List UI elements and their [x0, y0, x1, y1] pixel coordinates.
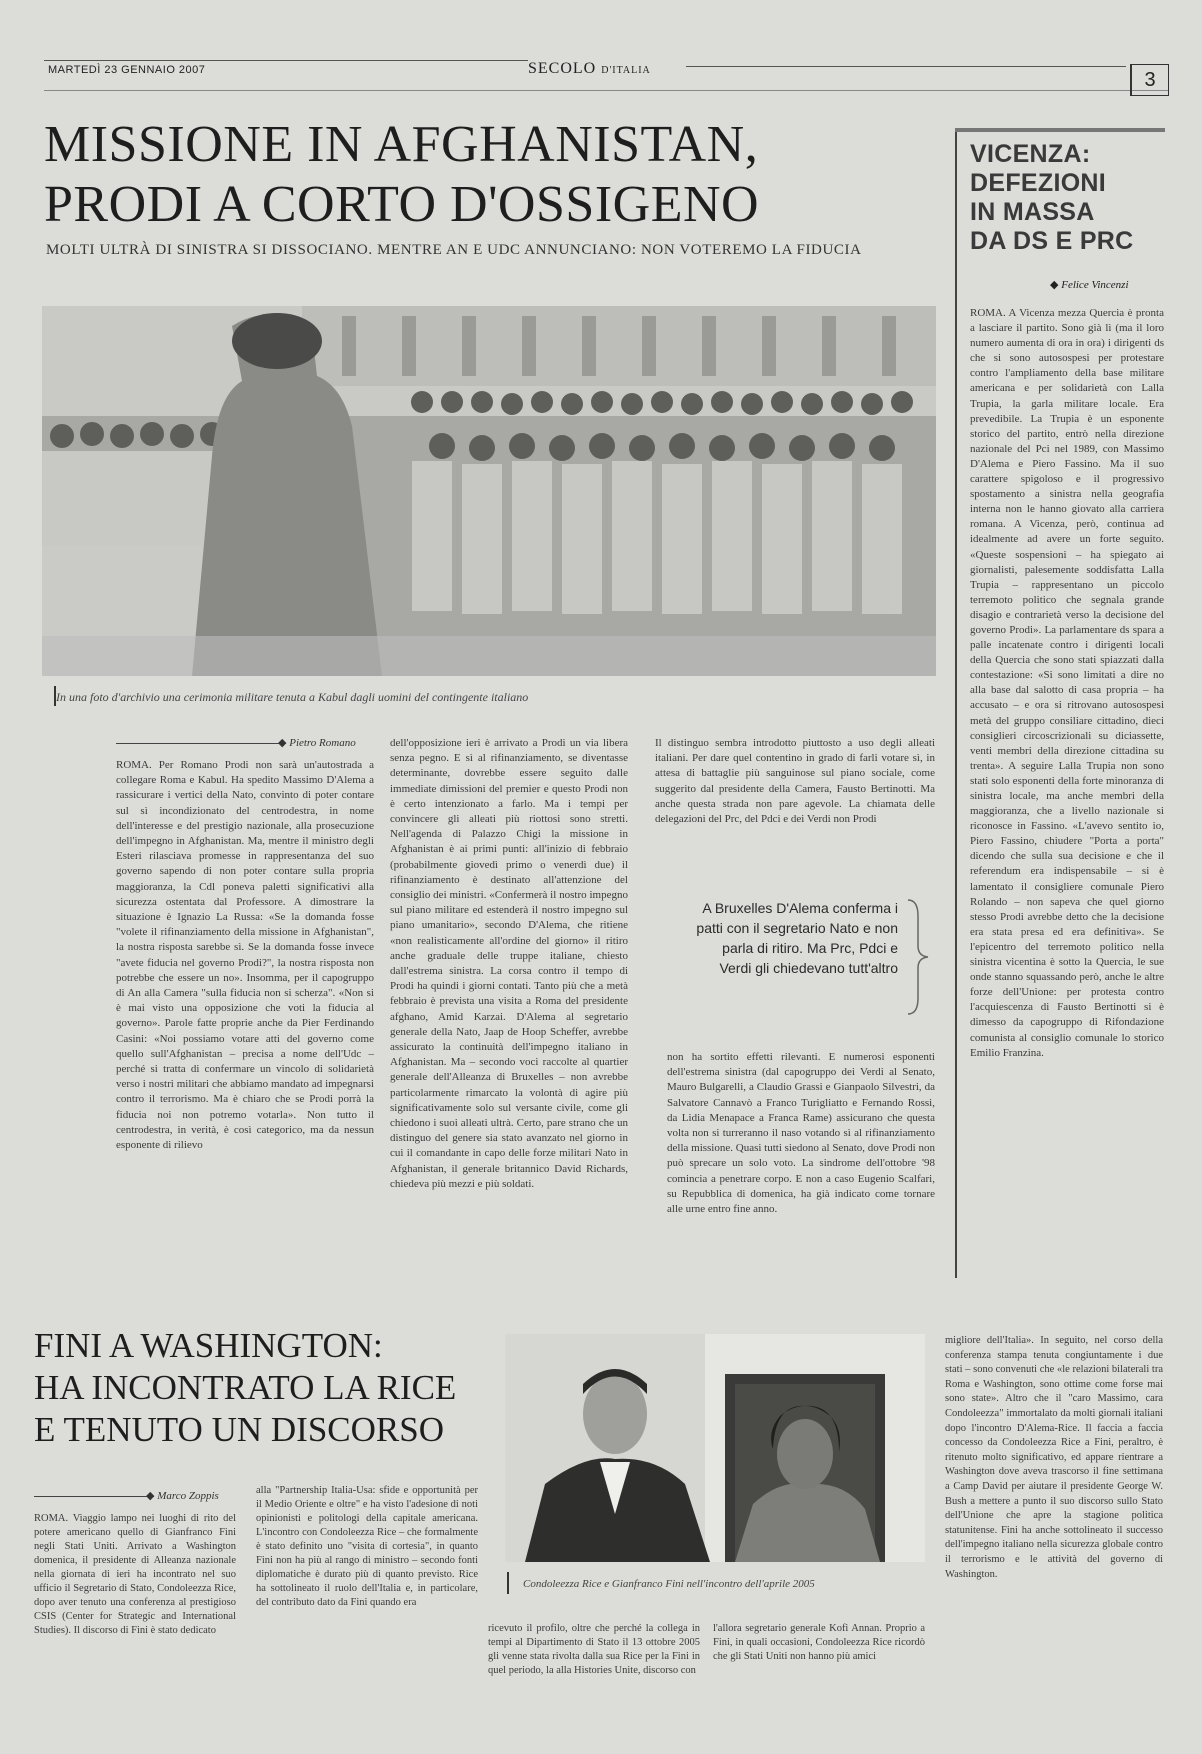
second-headline: [34, 1325, 456, 1451]
main-subheadline: MOLTI ULTRÀ DI SINISTRA SI DISSOCIANO. MENTRE AN E UDC ANNUNCIANO: NON VOTEREMO LA FIDUCIA: [46, 242, 862, 258]
headline-line: MISSIONE IN AFGHANISTAN,: [44, 116, 759, 173]
byline: ◆ Marco Zoppis: [146, 1490, 219, 1502]
sidebar-headline-line: IN MASSA: [970, 198, 1095, 226]
header-rule-right: [686, 66, 1126, 67]
pull-quote: A Bruxelles D'Alema conferma i patti con il segretario Nato e non parla di ritiro. Ma Prc, Pdci e Verdi gli chiedevano tutt'altro: [696, 900, 898, 976]
article-column: dell'opposizione ieri è arrivato a Prodi un via libera senza pegno. E sì al rifinanziamento, se diventasse determinante, dovrebbe essere seguito dalle immediate dimissioni del premier e questo Prodi non è certo intenzionato a farlo. Ma i tempi per convincere gli alleati più riottosi sono stretti. Nell'agenda di Palazzo Chigi la missione in Afghanistan è ai primi punti: all'inizio di febbraio (probabilmente giovedì primo o venerdì due) il rifinanziamento è destinato all'attenzione del consiglio dei ministri. «Confermerà il nostro impegno sul piano militare ed estenderà il nostro impegno sul piano umanitario», secondo D'Alema, che ritiene «non realisticamente all'ordine del giorno» il ritiro anche graduale delle truppe italiane, chiesto dall'estrema sinistra. La corsa contro il tempo di Prodi ha quindi i giorni contati. Tanto più che a metà febbraio è prevista una visita a Roma del presidente afghano, Amid Karzai. D'Alema al segretario generale della Nato, Jaap de Hoop Scheffer, avrebbe assicurato la continuità dell'impegno italiano in Afghanistan. Ma – secondo voci raccolte al quartier generale dell'Alleanza di Bruxelles – non avrebbe particolarmente rimarcato la volontà di agire più significativamente solo sul versante civile, come gli chiedono i suoi alleati ultrà. Certo, pare strano che un distinguo del genere sia stato avanzato nel giorno in cui il comandante in capo delle forze militari Nato in Afghanistan, il generale britannico David Richards, chiedeva più mezzi e più soldati.: [390, 737, 628, 1190]
byline-rule: [116, 743, 286, 744]
headline-line: HA INCONTRATO LA RICE: [34, 1368, 457, 1407]
sidebar-body: ROMA. A Vicenza mezza Quercia è pronta a lasciare il partito. Sono già lì (ma il loro numero aumenta di ora in ora) i dirigenti ds che si sono autosospesi per protestare contro l'ampliamento della base militare americana e per solidarietà con Lalla Trupia, la garla militare locale. Era prevedibile. La Trupia è un esponente storico del partito, entrò nella direzione nazionale del Pci nel 1989, con Massimo D'Alema e Piero Fassino. Ma il suo carattere spigoloso e il progressivo spostamento a sinistra nella geografia interna non le hanno giovato alla carriera romana. A Vicenza, però, continua ad idealmente ad avere un forte seguito. «Queste sospensioni – ha spiegato ai giornalisti, palesemente soddisfatta Lalla Trupia – rappresentano un piccolo terremoto politico che segnala grande disagio e contrarietà verso la decisione del governo Prodi». La parlamentare ds spara a palle incatenate contro i dirigenti locali della Quercia che sono stati spiazzati dalla contestazione: «Si sono limitati a dire no alla base dal salotto di casa propria – ha accusato – e ora si ritrovano autosospesi metà del gruppo consiliare cittadino, dieci consiglieri circoscrizionali su diciassette, venti membri della direzione cittadina su trenta». A seguire Lalla Trupia non sono stati solo esponenti della forte minoranza di sinistra locale, ma anche membri della maggioranza, che a livello nazionale si riconosce in Fassino. «L'avevo sentito io, Piero Fassino, chiudere "Porta a porta" dicendo che sulla sua decisione e che il referendum era indispensabile – si è lamentato il consigliere comunale Piero Rolando – non sapeva che quel giorno stesso Prodi avrebbe detto che la decisione era stata presa ed era definitiva». Se l'epicentro del terremoto politico nella sinistra vicentina è sotto la Quercia, le sue onde stanno squassando però, anche le altre forze dell'Unione: per protesta contro l'acquiescenza di Fausto Bertinotti si è dimesso da capogruppo di Rifondazione comunista al consiglio comunale lo storico Emilio Franzina.: [970, 307, 1164, 1059]
article-column: migliore dell'Italia». In seguito, nel corso della conferenza stampa tenuta congiuntamente i due stati – sono convenuti che «le relazioni bilaterali tra Roma e Washington, sono ottime come forse mai sono state». Altro che il "caro Massimo, cara Condoleezza" immortalato da molti giornali italiani dopo l'incontro D'Alema-Rice. Il faccia a faccia concesso da Condoleezza Rice a Fini, peraltro, è ritenuto molto significativo, ed appare rientrare a Washington dove aveva trascorso il fine settimana a Camp David per aiutare il presidente George W. Bush a mettere a punto il suo discorso sullo Stato dell'Unione che apre la stagione politica statunitense. Fini ha anche sottolineato il successo dell'impegno italiano nella sicurezza globale contro il terrorismo e le attività del governo di Washington.: [945, 1335, 1163, 1580]
header-rule-bottom: [44, 90, 1168, 91]
paper-suffix: D'ITALIA: [601, 65, 651, 76]
header-rule-left: [44, 60, 528, 61]
author: Pietro Romano: [289, 737, 356, 749]
headline-line: PRODI A CORTO D'OSSIGENO: [44, 176, 760, 233]
author: Marco Zoppis: [157, 1490, 219, 1502]
paper-name: SECOLO: [528, 60, 597, 77]
page-number: 3: [1130, 64, 1169, 96]
sidebar-headline-line: DA DS E PRC: [970, 227, 1134, 255]
pull-quote-brace: [906, 898, 930, 1016]
sidebar-headline-line: DEFEZIONI: [970, 169, 1107, 197]
sidebar-top-rule: [955, 128, 1165, 132]
fini-rice-photo: [505, 1334, 925, 1562]
article-column: Il distinguo sembra introdotto piuttosto a uso degli alleati italiani. Per dare quel contentino in grado di farli votare sì, in attesa di battaglie più sanguinose sul piano sociale, come suggerito dal presidente della Camera, Fausto Bertinotti. Ma anche questa strada non pare agevole. La chiamata delle delegazioni del Prc, del Pdci e dei Verdi non Prodi: [655, 737, 935, 826]
sidebar-headline-line: VICENZA:: [970, 140, 1091, 168]
article-column: l'allora segretario generale Kofi Annan. Proprio a Fini, in quali occasioni, Condoleezza Rice ricordò che gli Stati Uniti non hanno più amici: [713, 1623, 925, 1662]
headline-line: E TENUTO UN DISCORSO: [34, 1410, 444, 1449]
caption-bar: [507, 1572, 509, 1594]
article-column: non ha sortito effetti rilevanti. E numerosi esponenti dell'estrema sinistra (dal capogruppo dei Verdi al Senato, Mauro Bulgarelli, a Claudio Grassi e Gianpaolo Silvestri, da Salvatore Cannavò a Franco Turigliatto e Fernando Rossi, da Lidia Menapace a Franca Rame) assicurano che questa volta non si turreranno il naso votando sì al rifinanziamento della missione. Quasi tutti siedono al Senato, dove Prodi non può sprecare un solo voto. La sindrome dell'ottobre '98 comincia a penetrare corpo. E non a caso Eugenio Scalfari, su Repubblica di domenica, ha già indicato come tornare alle urne entro fine anno.: [667, 1051, 935, 1216]
headline-line: FINI A WASHINGTON:: [34, 1326, 383, 1365]
article-column: ROMA. Viaggio lampo nei luoghi di rito del potere americano quello di Gianfranco Fini negli Stati Uniti. Arrivato a Washington domenica, il presidente di Alleanza nazionale nella giornata di ieri ha incontrato nel suo ufficio il Segretario di Stato, Condoleezza Rice, dopo aver tenuto una conferenza al prestigioso CSIS (Center for Strategic and International Studies). Il discorso di Fini è stato dedicato: [34, 1513, 236, 1636]
byline: ◆ Pietro Romano: [278, 737, 356, 749]
military-ceremony-photo: [42, 306, 936, 676]
newspaper-name: [528, 60, 651, 78]
issue-date: MARTEDÌ 23 GENNAIO 2007: [48, 64, 206, 76]
article-column: ricevuto il profilo, oltre che perché la collega in tempi al Dipartimento di Stato il 13 ottobre 2005 gli venne stata rivolta dalla sua Rice per la Fini in quel periodo, la alla Histories Unite, discorso con: [488, 1623, 700, 1676]
sidebar-byline: ◆ Felice Vincenzi: [1050, 279, 1129, 291]
author: Felice Vincenzi: [1061, 279, 1129, 291]
photo-caption: In una foto d'archivio una cerimonia militare tenuta a Kabul dagli uomini del contingente italiano: [56, 690, 529, 704]
byline-rule: [34, 1496, 154, 1497]
article-column: alla "Partnership Italia-Usa: sfide e opportunità per il Medio Oriente e oltre" e ha visto l'adesione di noti opinionisti e politologi della capitale americana. L'incontro con Condoleezza Rice – che formalmente è stato definito uno "visita di cortesia", in quanto Fini non ha più al rango di ministro – secondo fonti diplomatiche è durato più di quanto previsto. Rice ha sottolineato il ruolo dell'Italia e, in particolare, del contributo dato da Fini quando era: [256, 1485, 478, 1608]
sidebar-headline: [970, 140, 1134, 256]
article-column: ROMA. Per Romano Prodi non sarà un'autostrada a collegare Roma e Kabul. Ha spedito Massimo D'Alema a rassicurare i vertici della Nato, convinto di poter contare sul sì incondizionato del centrodestra, in nome dell'interesse e del prestigio nazionale, alla prosecuzione dell'impegno in Afghanistan. Ma, mentre il ministro degli Esteri rilasciava promesse in rappresentanza del suo governo sapendo di non poter contare sulla propria maggioranza, la Cdl poneva paletti significativi alla sicurezza ostentata dal Professore. A dimostrare la situazione è Ignazio La Russa: «Se la domanda fosse "volete il rifinanziamento della missione in Afghanistan", la nostra risposta sarebbe sì. Se la domanda fosse invece "avete fiducia nel governo Prodi?", la nostra risposta non potrebbe che essere un no». Insomma, per il capogruppo di An alla Camera "sulla fiducia non si scherza". «Non si è mai visto una opposizione che voti la fiducia al governo». Parole fatte proprie anche da Pier Ferdinando Casini: «Noi possiamo votare atti del governo come quello sull'Afghanistan – precisa a nome dell'Udc – perché si tratta di confermare un vincolo di solidarietà verso i nostri militari che abbiamo mandato ad impegnarsi contro il terrorismo. Ma è chiaro che se Prodi porrà la fiducia noi non potremo votarla». Non tutto il centrodestra, in verità, è così categorico, ma da nessun esponente di rilievo: [116, 759, 374, 1152]
photo-caption: Condoleezza Rice e Gianfranco Fini nell'incontro dell'aprile 2005: [523, 1578, 815, 1590]
main-headline: [44, 115, 759, 235]
